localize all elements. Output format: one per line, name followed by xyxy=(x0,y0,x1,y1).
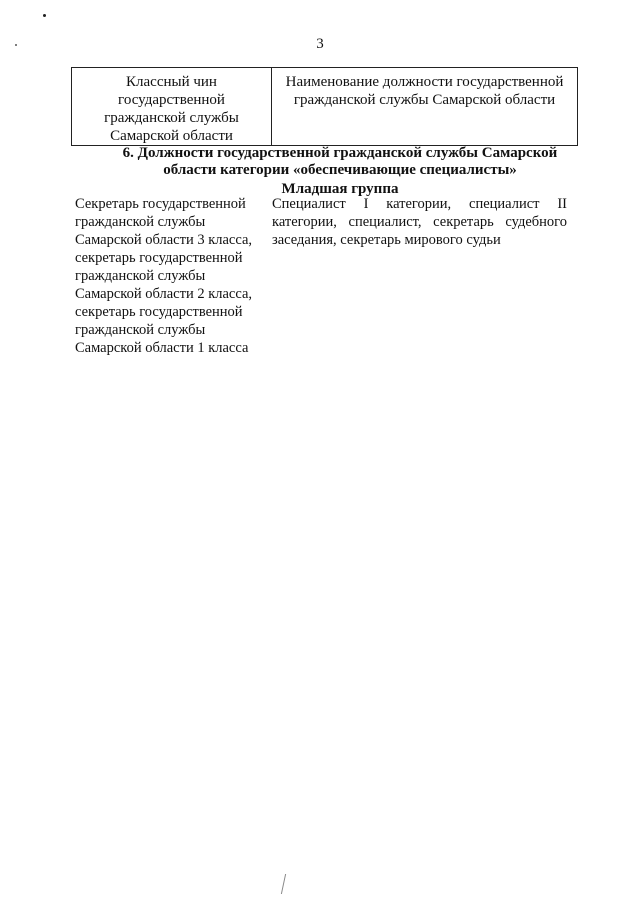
header-line: Самарской области xyxy=(110,128,233,144)
class-rank-line: секретарь государственной xyxy=(75,304,243,320)
class-rank-line: гражданской службы xyxy=(75,214,206,230)
class-rank-line: Секретарь государственной xyxy=(75,196,246,212)
class-rank-line: гражданской службы xyxy=(75,268,206,284)
class-rank-line: Самарской области 1 класса xyxy=(75,340,249,356)
class-rank-line: Самарской области 2 класса, xyxy=(75,286,253,302)
class-rank-line: секретарь государственной xyxy=(75,250,243,266)
class-rank-cell xyxy=(75,195,270,357)
group-title: Младшая группа xyxy=(281,181,399,197)
header-line: Классный чин xyxy=(126,74,217,90)
header-line: гражданской службы xyxy=(104,110,239,126)
table-row xyxy=(75,195,571,357)
header-line: гражданской службы Самарской области xyxy=(293,92,556,108)
scan-speck xyxy=(43,14,46,17)
table-header-row xyxy=(72,68,578,146)
class-rank-line: Самарской области 3 класса, xyxy=(75,232,253,248)
section-title: 6. Должности государственной гражданской службы Самарской области категории «обеспечивающие специалисты» xyxy=(122,145,558,178)
header-cell-class-rank xyxy=(72,68,272,146)
class-rank-line: гражданской службы xyxy=(75,322,206,338)
header-line: Наименование должности государственной xyxy=(285,74,564,90)
header-line: государственной xyxy=(118,92,225,108)
scan-mark xyxy=(281,874,294,894)
header-cell-position-name xyxy=(272,68,578,146)
positions-cell: Специалист I категории, специалист II категории, специалист, секретарь судебного заседания, секретарь мирового судьи xyxy=(272,196,567,248)
page-number: 3 xyxy=(316,36,324,52)
header-table xyxy=(71,67,578,146)
